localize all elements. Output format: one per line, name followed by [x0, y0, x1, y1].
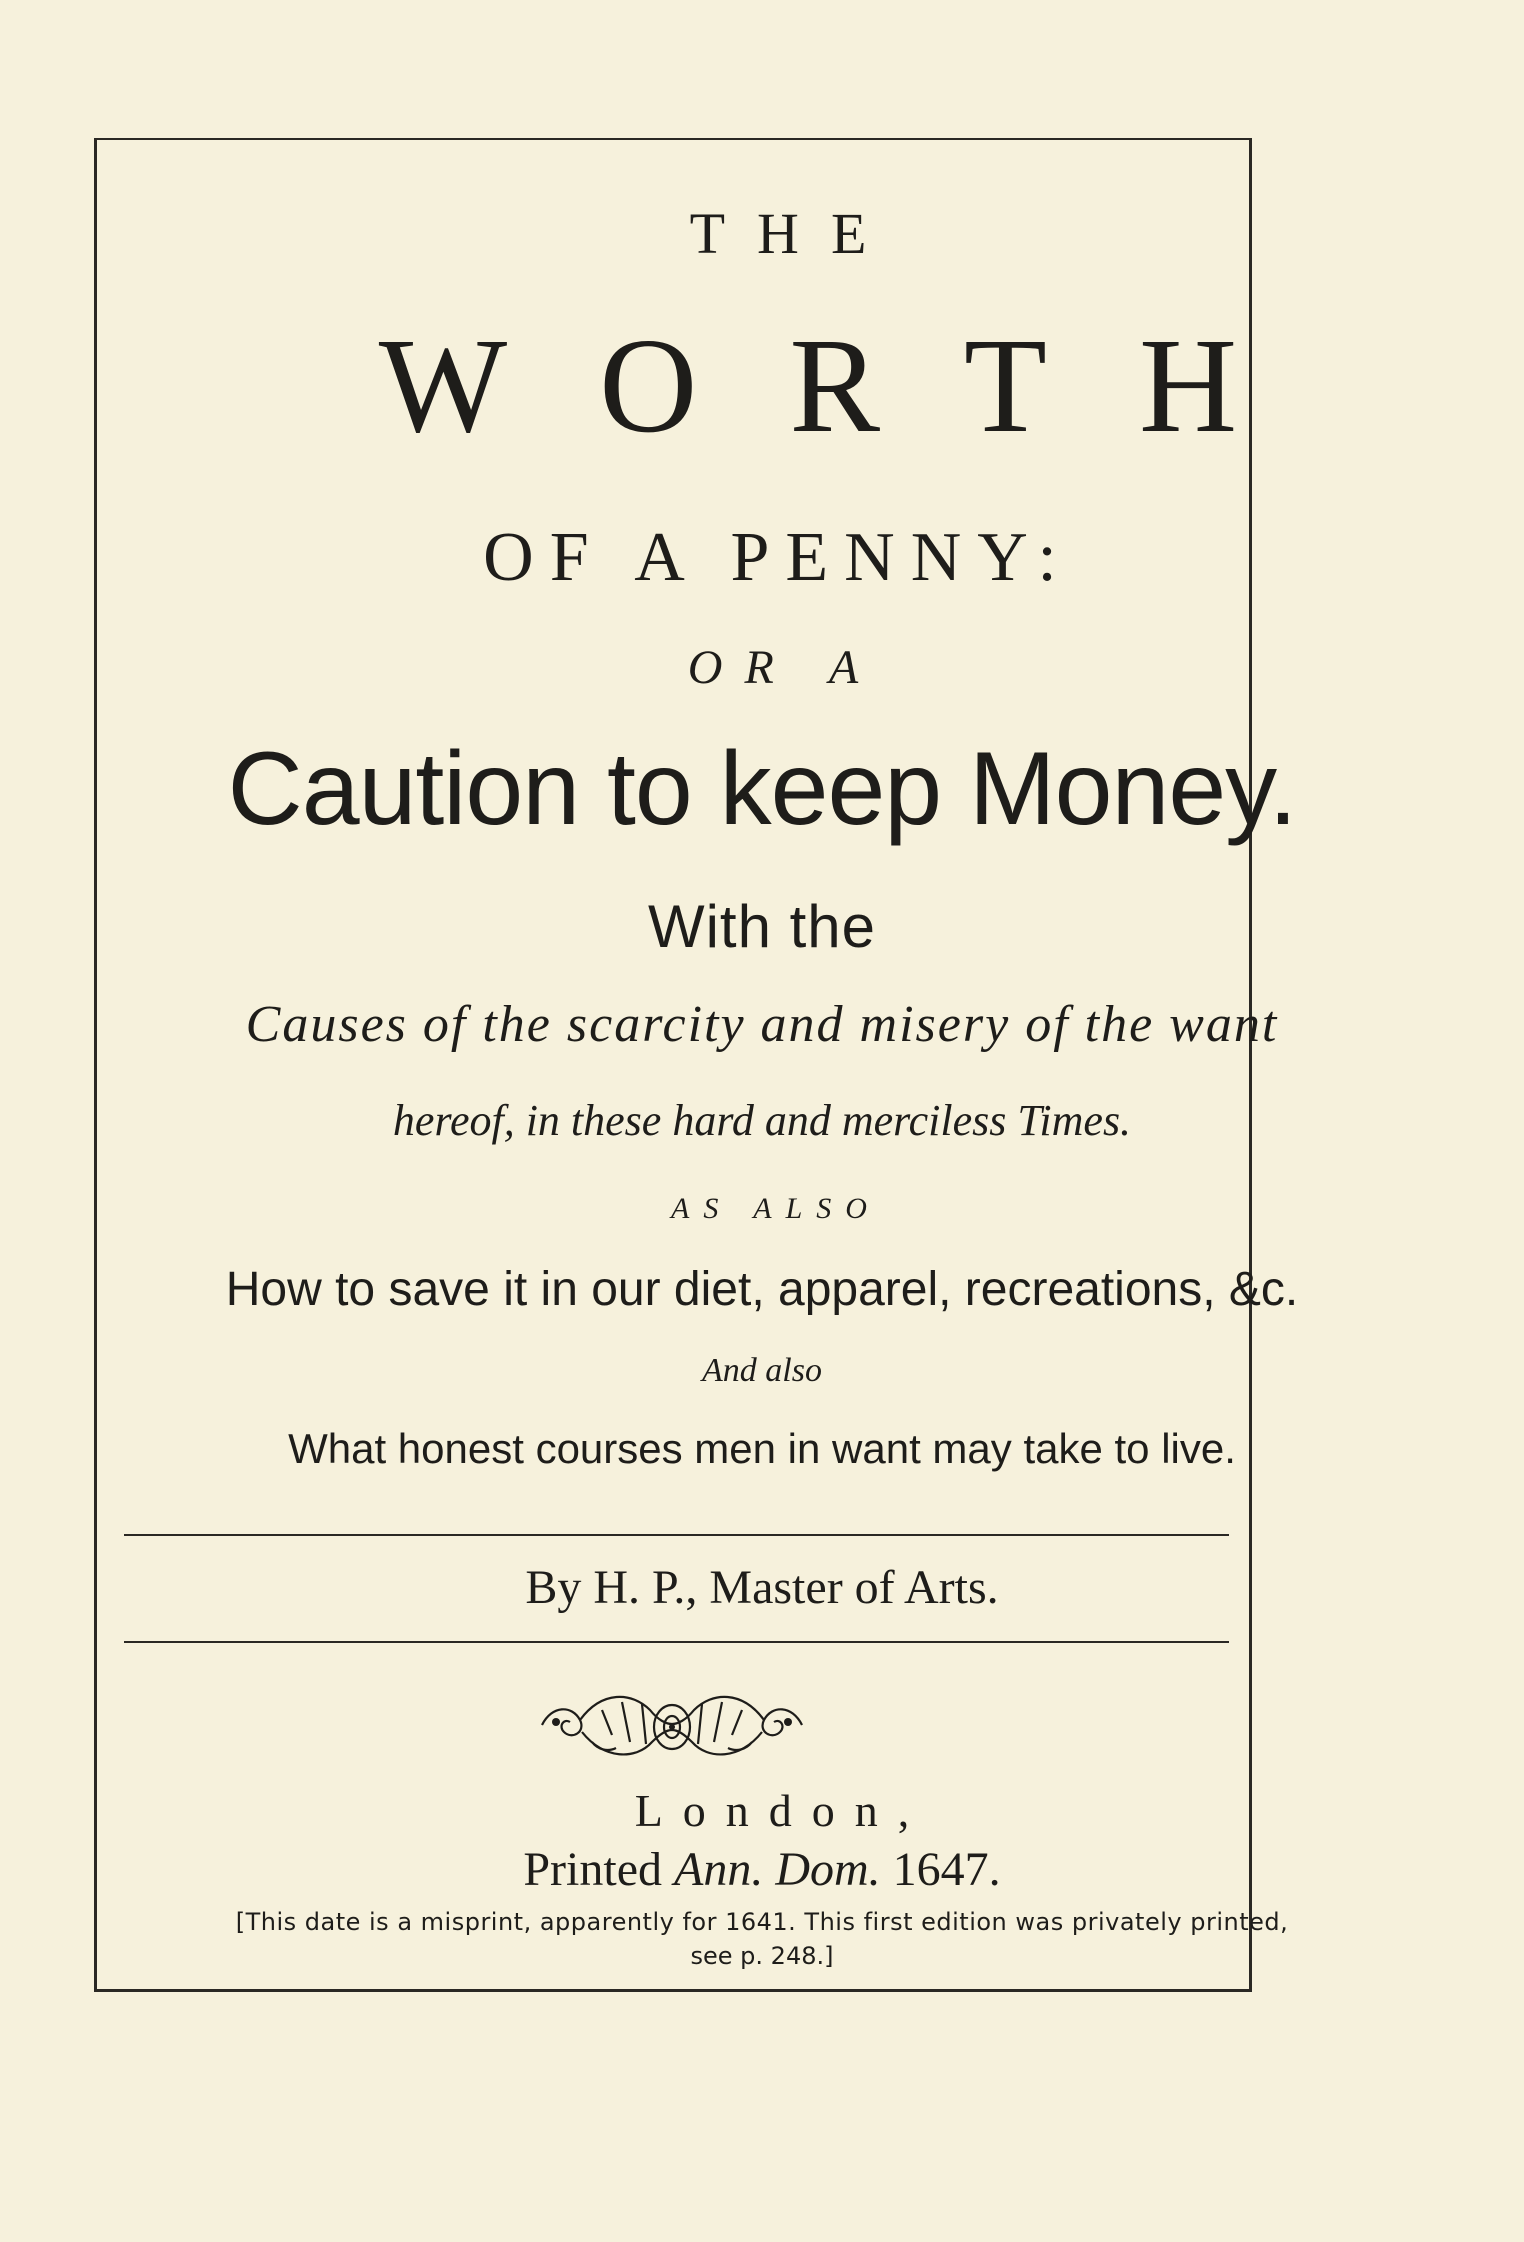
printed-ann-dom: Ann. Dom. [674, 1843, 881, 1896]
imprint-printed [0, 1842, 1524, 1897]
floral-ornament-icon [532, 1680, 812, 1770]
printed-prefix: Printed [523, 1843, 662, 1896]
divider-top [124, 1534, 1229, 1536]
how-to-save-line: How to save it in our diet, apparel, recreations, &c. [225, 1263, 1299, 1316]
title-of-a-penny: OF A PENNY: [483, 519, 1073, 596]
title-the: THE [689, 201, 899, 266]
as-also-line: AS ALSO [671, 1192, 881, 1225]
subtitle-or-a: OR A [687, 641, 881, 694]
divider-bottom [124, 1641, 1229, 1643]
imprint-london: London, [634, 1785, 930, 1836]
subtitle-caution: Caution to keep Money. [227, 731, 1297, 847]
causes-line-1: Causes of the scarcity and misery of the want [245, 996, 1279, 1053]
author-byline: By H. P., Master of Arts. [525, 1561, 999, 1614]
causes-line-2: hereof, in these hard and merciless Times. [392, 1096, 1132, 1145]
title-worth: WORTH [378, 311, 1330, 461]
with-the-line: With the [647, 893, 877, 960]
printed-year: 1647. [892, 1843, 1001, 1896]
footnote-line-1: [This date is a misprint, apparently for 1641. This first edition was privately printed, [235, 1908, 1289, 1936]
what-honest-line: What honest courses men in want may take to live. [288, 1425, 1236, 1472]
footnote-line-2: see p. 248.] [690, 1942, 834, 1970]
and-also-line: And also [702, 1352, 822, 1389]
